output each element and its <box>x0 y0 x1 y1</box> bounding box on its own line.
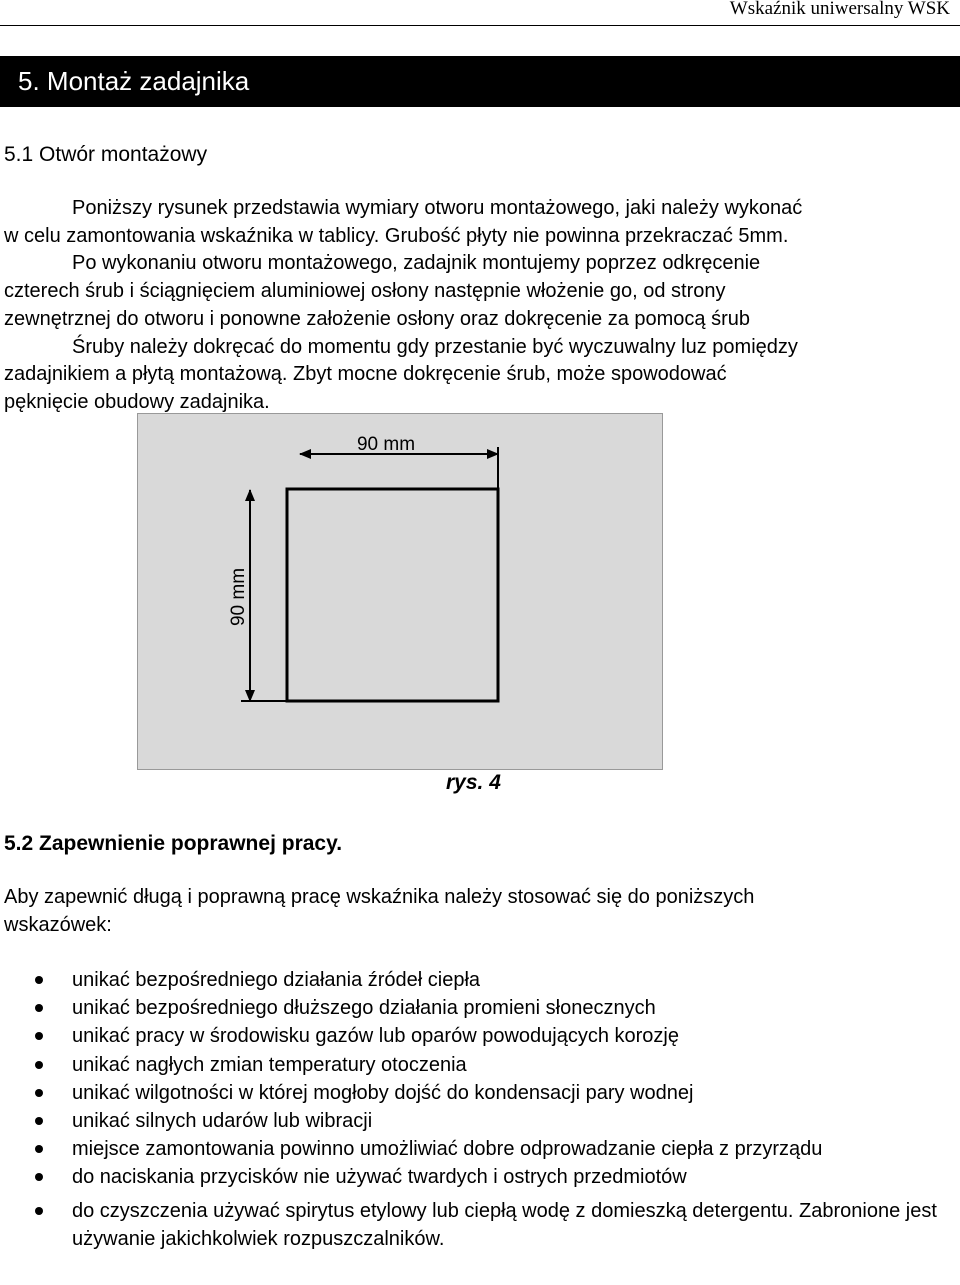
paragraph-line: Poniższy rysunek przedstawia wymiary otworu montażowego, jaki należy wykonać <box>72 197 803 219</box>
paragraph-line: Po wykonaniu otworu montażowego, zadajnik montujemy poprzez odkręcenie <box>72 252 761 275</box>
list-item-text: unikać nagłych zmian temperatury otoczenia <box>72 1053 467 1076</box>
list-item <box>0 1163 960 1191</box>
bullet-icon <box>35 1061 43 1069</box>
bullet-icon <box>35 1173 43 1181</box>
bullet-icon <box>35 1032 43 1040</box>
list-item <box>0 1135 960 1163</box>
running-header: Wskaźnik uniwersalny WSK <box>729 0 950 19</box>
bullet-icon <box>35 976 43 984</box>
list-item <box>0 966 960 994</box>
list-item <box>0 1197 960 1253</box>
paragraph-line: wskazówek: <box>4 913 112 936</box>
list-item <box>0 1079 960 1107</box>
list-item-text: unikać bezpośredniego działania źródeł ciepła <box>72 969 481 991</box>
paragraph-line: Aby zapewnić długą i poprawną pracę wskaźnika należy stosować się do poniższych <box>4 886 755 908</box>
paragraph-line: w celu zamontowania wskaźnika w tablicy. Grubość płyty nie powinna przekraczać 5mm. <box>4 224 789 247</box>
list-item-text: do naciskania przycisków nie używać twardych i ostrych przedmiotów <box>72 1166 687 1189</box>
section-5-1-paragraph <box>4 195 954 417</box>
bullet-icon <box>35 1207 43 1215</box>
mounting-hole-drawing <box>138 414 664 771</box>
paragraph-line: zewnętrznej do otworu i ponowne założenie osłony oraz dokręcenie za pomocą śrub <box>4 307 750 330</box>
list-item-text: miejsce zamontowania powinno umożliwiać dobre odprowadzanie ciepła z przyrządu <box>72 1138 823 1161</box>
chapter-title: 5. Montaż zadajnika <box>18 66 250 96</box>
width-dimension-label: 90 mm <box>356 434 416 455</box>
paragraph-line: Śruby należy dokręcać do momentu gdy przestanie być wyczuwalny luz pomiędzy <box>72 335 798 358</box>
bullet-icon <box>35 1004 43 1012</box>
list-item-text: unikać wilgotności w której mogłoby dojść do kondensacji pary wodnej <box>72 1081 694 1104</box>
bullet-icon <box>35 1145 43 1153</box>
list-item <box>0 1051 960 1079</box>
paragraph-line: pęknięcie obudowy zadajnika. <box>4 390 270 413</box>
section-heading-5-1: 5.1 Otwór montażowy <box>4 143 208 166</box>
height-dimension-label: 90 mm <box>228 567 249 627</box>
bullet-icon <box>35 1089 43 1097</box>
paragraph-line: czterech śrub i ściągnięciem aluminiowej osłony następnie włożenie go, od strony <box>4 280 726 303</box>
paragraph-line: zadajnikiem a płytą montażową. Zbyt mocne dokręcenie śrub, może spowodować <box>4 363 727 386</box>
guidelines-list <box>0 966 960 1253</box>
list-item <box>0 1107 960 1135</box>
figure-caption: rys. 4 <box>446 771 501 794</box>
header-rule <box>0 25 960 26</box>
bullet-icon <box>35 1117 43 1125</box>
mounting-hole-figure <box>137 413 663 770</box>
list-item-text: do czyszczenia używać spirytus etylowy lub ciepłą wodę z domieszką detergentu. Zabronione jest używanie jakichkolwiek rozpuszczalników. <box>72 1199 937 1250</box>
list-item <box>0 1022 960 1050</box>
chapter-title-bar <box>0 56 960 107</box>
mounting-hole-outline <box>287 489 498 701</box>
section-heading-5-2: 5.2 Zapewnienie poprawnej pracy. <box>4 832 343 855</box>
list-item <box>0 994 960 1022</box>
list-item-text: unikać silnych udarów lub wibracji <box>72 1110 373 1133</box>
list-item-text: unikać bezpośredniego dłuższego działania promieni słonecznych <box>72 997 656 1020</box>
list-item-text: unikać pracy w środowisku gazów lub oparów powodujących korozję <box>72 1025 679 1048</box>
section-5-2-intro <box>4 884 954 939</box>
